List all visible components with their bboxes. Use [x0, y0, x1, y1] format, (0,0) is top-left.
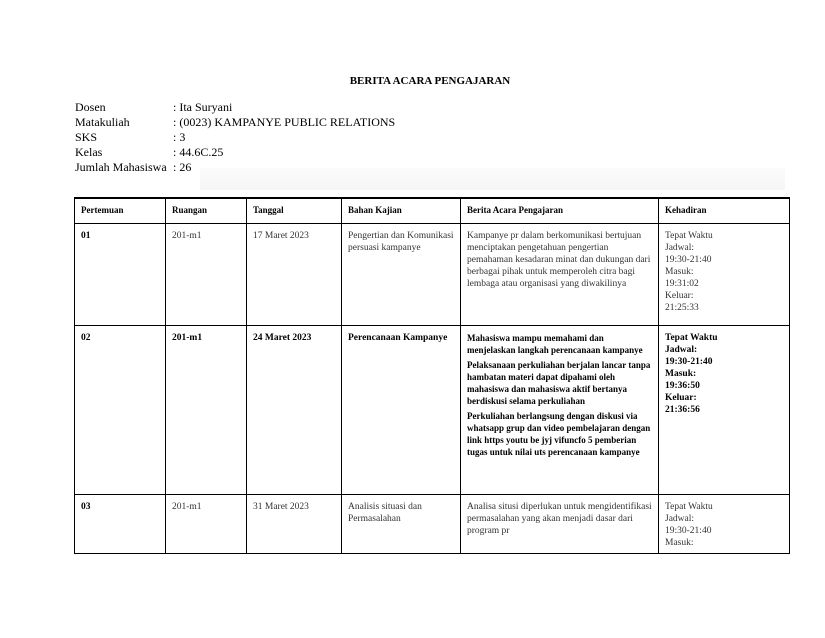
kehadiran-keluar-value: 21:25:33: [665, 303, 699, 313]
page-title: BERITA ACARA PENGAJARAN: [349, 75, 511, 87]
kehadiran-masuk-value: 19:31:02: [665, 279, 699, 289]
cell-ruangan: 201-m1: [166, 224, 247, 326]
header-kehadiran: Kehadiran: [659, 198, 790, 224]
cell-bahan-kajian: Perencanaan Kampanye: [342, 326, 461, 495]
cell-ruangan: 201-m1: [166, 326, 247, 495]
cell-ruangan: 201-m1: [166, 495, 247, 554]
info-label: Kelas: [75, 145, 103, 159]
table-row: [75, 326, 790, 495]
berita-paragraph: Pelaksanaan perkuliahan berjalan lancar tanpa hambatan materi dapat dipahami oleh mahasiswa dan mahasiswa aktif bertanya berdiskusi selama perkuliahan: [467, 360, 651, 406]
cell-tanggal: 24 Maret 2023: [247, 326, 342, 495]
kehadiran-jadwal-value: 19:30-21:40: [665, 526, 712, 536]
table-row: [75, 224, 790, 326]
cell-pertemuan: 01: [75, 224, 166, 326]
kehadiran-masuk-label: Masuk:: [665, 267, 694, 277]
kehadiran-masuk-value: 19:36:50: [665, 381, 700, 391]
cell-tanggal: 31 Maret 2023: [247, 495, 342, 554]
cell-tanggal: 17 Maret 2023: [247, 224, 342, 326]
info-value: : 26: [173, 160, 192, 174]
header-tanggal: Tanggal: [247, 198, 342, 224]
teaching-record-table: [74, 197, 790, 554]
kehadiran-jadwal-value: 19:30-21:40: [665, 255, 712, 265]
cell-pertemuan: 02: [75, 326, 166, 495]
berita-paragraph: Analisa situsi diperlukan untuk mengidentifikasi permasalahan yang akan menjadi dasar dari program pr: [467, 502, 652, 536]
kehadiran-masuk-label: Masuk:: [665, 538, 694, 548]
kehadiran-status: Tepat Waktu: [665, 231, 713, 241]
header-berita-acara: Berita Acara Pengajaran: [461, 198, 659, 224]
kehadiran-keluar-label: Keluar:: [665, 291, 694, 301]
cell-kehadiran: [659, 326, 790, 495]
header-ruangan: Ruangan: [166, 198, 247, 224]
kehadiran-jadwal-label: Jadwal:: [665, 345, 698, 355]
info-label: Matakuliah: [75, 115, 130, 129]
kehadiran-keluar-value: 21:36:56: [665, 405, 700, 415]
info-label: Jumlah Mahasiswa: [75, 160, 167, 174]
info-value: : 44.6C.25: [173, 145, 224, 159]
info-value: : (0023) KAMPANYE PUBLIC RELATIONS: [173, 115, 396, 129]
cell-bahan-kajian: Analisis situasi dan Permasalahan: [342, 495, 461, 554]
cell-kehadiran: [659, 224, 790, 326]
info-row-sks: [75, 130, 395, 145]
cell-berita-acara: [461, 224, 659, 326]
info-value: : Ita Suryani: [173, 100, 233, 114]
kehadiran-status: Tepat Waktu: [665, 333, 718, 343]
info-value: : 3: [173, 130, 186, 144]
background-band: [200, 168, 785, 190]
info-label: SKS: [75, 130, 98, 144]
berita-paragraph: Kampanye pr dalam berkomunikasi bertujuan menciptakan pengetahuan pengertian pemahaman kesadaran minat dan dukungan dari berbagai pihak untuk memperoleh citra bagi lembaga atau organisasi yang diwakilinya: [467, 231, 651, 289]
info-row-dosen: [75, 100, 395, 115]
header-bahan-kajian: Bahan Kajian: [342, 198, 461, 224]
cell-bahan-kajian: Pengertian dan Komunikasi persuasi kampanye: [342, 224, 461, 326]
table-header-row: [75, 198, 790, 224]
info-row-kelas: [75, 145, 395, 160]
kehadiran-jadwal-value: 19:30-21:40: [665, 357, 713, 367]
cell-berita-acara: [461, 495, 659, 554]
table-row: [75, 495, 790, 554]
kehadiran-jadwal-label: Jadwal:: [665, 514, 695, 524]
berita-paragraph: Mahasiswa mampu memahami dan menjelaskan langkah perencanaan kampanye: [467, 333, 643, 355]
cell-kehadiran: [659, 495, 790, 554]
cell-berita-acara: [461, 326, 659, 495]
cell-pertemuan: 03: [75, 495, 166, 554]
kehadiran-masuk-label: Masuk:: [665, 369, 697, 379]
info-label: Dosen: [75, 100, 106, 114]
kehadiran-jadwal-label: Jadwal:: [665, 243, 695, 253]
course-info: [75, 100, 395, 175]
header-pertemuan: Pertemuan: [75, 198, 166, 224]
kehadiran-status: Tepat Waktu: [665, 502, 713, 512]
info-row-matakuliah: [75, 115, 395, 130]
kehadiran-keluar-label: Keluar:: [665, 393, 697, 403]
berita-paragraph: Perkuliahan berlangsung dengan diskusi via whatsapp grup dan video pembelajaran dengan link https youtu be jyj vifuncfo 5 pemberian tugas untuk nilai uts perencanaan kampanye: [467, 411, 651, 457]
